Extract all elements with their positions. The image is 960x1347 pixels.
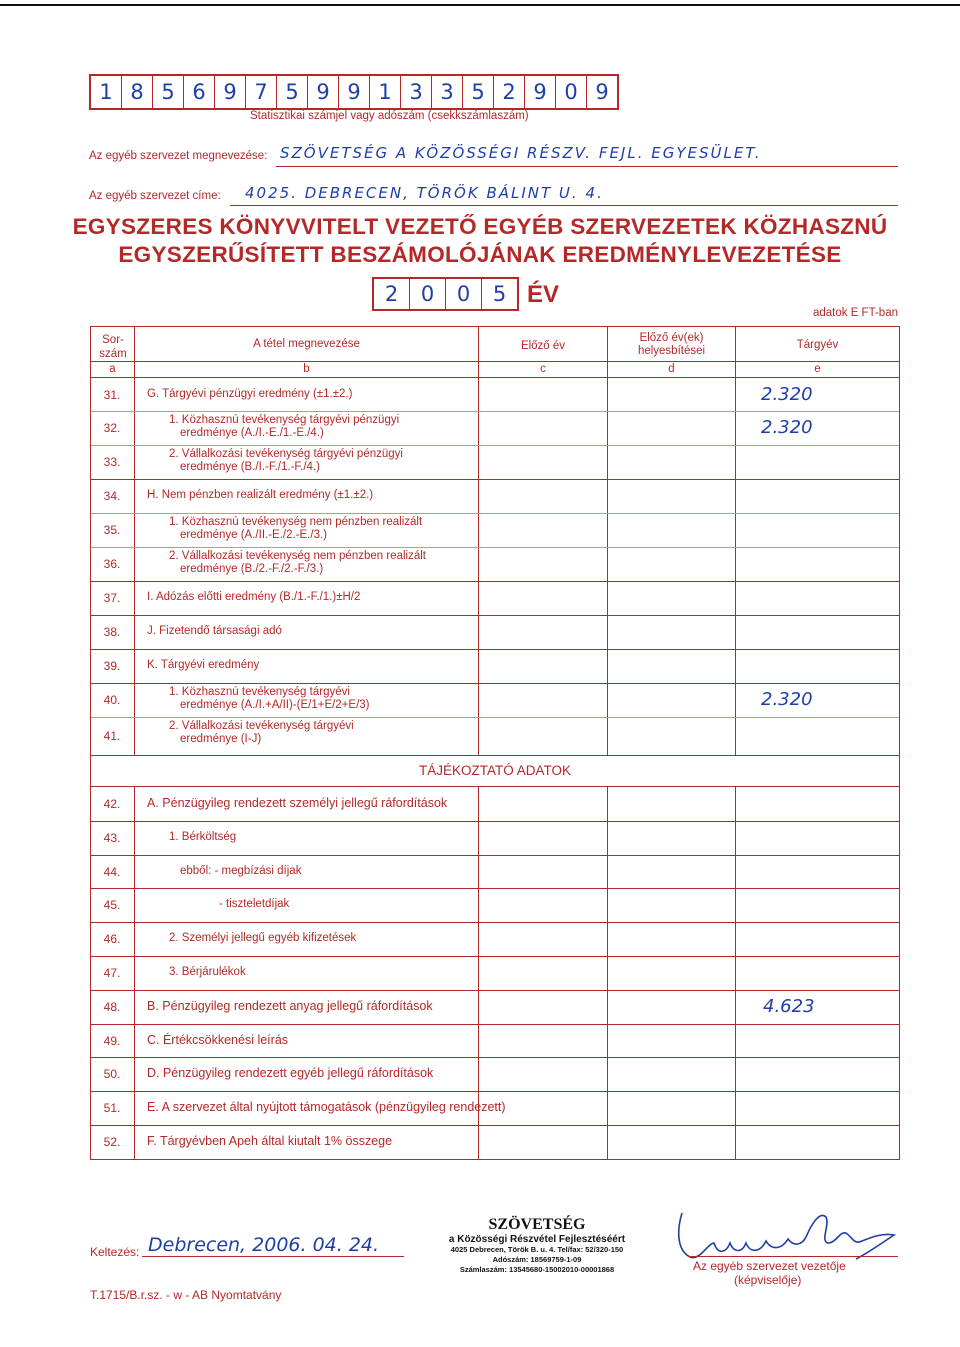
row-label: K. Tárgyévi eredmény bbox=[147, 659, 260, 671]
tax-id-digit: 0 bbox=[556, 76, 587, 108]
org-name-underline bbox=[276, 166, 898, 167]
row-number: 39. bbox=[103, 659, 121, 673]
row-number: 34. bbox=[103, 489, 121, 503]
tax-id-boxes bbox=[89, 74, 619, 110]
year-suffix: ÉV bbox=[527, 281, 560, 308]
stamp-line4: Számlaszám: 13545680-15002010-00001868 bbox=[459, 1265, 615, 1274]
form-code: T.1715/B.r.sz. - w - AB Nyomtatvány bbox=[90, 1288, 282, 1302]
current-year-value: 2.320 bbox=[761, 417, 813, 438]
header-item-name: A tétel megnevezése bbox=[253, 338, 360, 350]
col-letter-b: b bbox=[303, 363, 310, 375]
info-row-number: 49. bbox=[103, 1033, 121, 1048]
header-corrections-1: Előző év(ek) bbox=[639, 332, 704, 344]
col-divider bbox=[134, 327, 135, 755]
form-title-line1: EGYSZERES KÖNYVVITELT VEZETŐ EGYÉB SZERVEZETEK KÖZHASZNÚ bbox=[72, 214, 888, 239]
row-number: 38. bbox=[103, 625, 121, 639]
year-digit: 2 bbox=[374, 279, 410, 309]
tax-id-digit: 1 bbox=[370, 76, 401, 108]
col-divider bbox=[607, 786, 608, 1159]
row-label-line2: eredménye (A./II.-E./2.-E./3.) bbox=[180, 529, 327, 541]
unit-note: adatok E FT-ban bbox=[812, 307, 898, 319]
col-divider bbox=[607, 327, 608, 755]
tax-id-label: Statisztikai számjel vagy adószám (csekkszámlaszám) bbox=[250, 110, 529, 122]
info-row-label: 3. Bérjárulékok bbox=[169, 965, 246, 978]
tax-id-digit: 2 bbox=[494, 76, 525, 108]
header-row-number: Sor-szám bbox=[99, 334, 127, 360]
info-row-number: 51. bbox=[103, 1101, 121, 1116]
row-number: 32. bbox=[103, 421, 121, 435]
info-header: TÁJÉKOZTATÓ ADATOK bbox=[418, 763, 572, 778]
info-row-divider bbox=[91, 990, 899, 991]
col-divider bbox=[478, 327, 479, 755]
info-row-label: B. Pénzügyileg rendezett anyag jellegű ráfordítások bbox=[147, 998, 433, 1013]
row-number: 33. bbox=[103, 455, 121, 469]
letter-row-divider bbox=[91, 377, 899, 378]
org-name-field bbox=[89, 150, 267, 162]
row-label-line2: eredménye (I-J) bbox=[180, 733, 262, 745]
date-underline bbox=[142, 1256, 404, 1257]
info-row-divider bbox=[91, 821, 899, 822]
tax-id-digit: 5 bbox=[153, 76, 184, 108]
org-address-underline bbox=[230, 205, 898, 206]
org-address-value: 4025. DEBRECEN, TÖRÖK BÁLINT U. 4. bbox=[245, 184, 604, 202]
info-row-label: C. Értékcsökkenési leírás bbox=[147, 1032, 289, 1047]
stamp-line1: a Közösségi Részvétel Fejlesztéséért bbox=[448, 1234, 626, 1245]
tax-id-digit: 3 bbox=[401, 76, 432, 108]
row-label: I. Adózás előtti eredmény (B./1.-F./1.)±H/2 bbox=[147, 591, 361, 603]
row-divider bbox=[91, 683, 899, 684]
tax-id-digit: 9 bbox=[308, 76, 339, 108]
tax-id-digit: 7 bbox=[246, 76, 277, 108]
info-row-divider bbox=[91, 1091, 899, 1092]
info-row-number: 45. bbox=[103, 898, 121, 913]
row-number: 31. bbox=[103, 387, 121, 402]
row-label-line2: eredménye (B./2.-F./2.-F./3.) bbox=[180, 563, 324, 575]
row-number: 41. bbox=[103, 729, 121, 743]
info-row-divider bbox=[91, 922, 899, 923]
tax-id-digit: 8 bbox=[122, 76, 153, 108]
info-row-number: 48. bbox=[103, 999, 121, 1014]
col-divider bbox=[735, 327, 736, 755]
row-label-line2: eredménye (A./I.-E./1.-E./4.) bbox=[180, 427, 324, 439]
row-label-line2: eredménye (B./I.-F./1.-F./4.) bbox=[180, 461, 320, 473]
row-divider bbox=[91, 717, 899, 718]
info-row-label: 1. Bérköltség bbox=[169, 830, 237, 843]
col-letter-c: c bbox=[540, 363, 546, 375]
row-label-line1: 2. Vállalkozási tevékenység tárgyévi bbox=[169, 720, 354, 732]
form-title-line2: EGYSZERŰSÍTETT BESZÁMOLÓJÁNAK EREDMÉNYLEVEZETÉSE bbox=[118, 242, 842, 267]
signature-underline bbox=[688, 1256, 898, 1257]
date-label: Keltezés: bbox=[90, 1245, 140, 1259]
row-number: 36. bbox=[103, 557, 121, 571]
tax-id-digit: 3 bbox=[432, 76, 463, 108]
row-label-line1: 2. Vállalkozási tevékenység tárgyévi pénzügyi bbox=[169, 448, 403, 460]
row-divider bbox=[91, 581, 899, 582]
col-letter-e: e bbox=[814, 363, 821, 375]
header-current-year: Tárgyév bbox=[796, 339, 839, 351]
row-label-line1: 1. Közhasznú tevékenység tárgyévi bbox=[169, 686, 350, 698]
row-label-line1: 1. Közhasznú tevékenység tárgyévi pénzügyi bbox=[169, 414, 400, 426]
info-row-divider bbox=[91, 956, 899, 957]
organization-stamp bbox=[432, 1216, 642, 1275]
header-corrections-2: helyesbítései bbox=[637, 345, 706, 357]
tax-id-digit: 5 bbox=[277, 76, 308, 108]
info-row-number: 52. bbox=[103, 1134, 121, 1149]
signer-label-1: Az egyéb szervezet vezetője bbox=[693, 1259, 846, 1273]
org-name-value: SZÖVETSÉG A KÖZÖSSÉGI RÉSZV. FEJL. EGYESÜLET. bbox=[280, 144, 762, 162]
tax-id-digit: 9 bbox=[525, 76, 556, 108]
year-digit: 0 bbox=[410, 279, 446, 309]
info-row-divider bbox=[91, 1125, 899, 1126]
row-number: 35. bbox=[103, 523, 121, 537]
top-edge-line bbox=[0, 4, 960, 6]
tax-id-digit: 1 bbox=[91, 76, 122, 108]
org-address-field bbox=[89, 190, 221, 202]
row-label: G. Tárgyévi pénzügyi eredmény (±1.±2.) bbox=[147, 387, 353, 400]
date-value: Debrecen, 2006. 04. 24. bbox=[148, 1234, 380, 1256]
row-divider bbox=[91, 615, 899, 616]
info-row-label: A. Pénzügyileg rendezett személyi jellegű ráfordítások bbox=[147, 795, 448, 810]
row-divider bbox=[91, 411, 899, 412]
info-row-label: ebből: - megbízási díjak bbox=[180, 864, 302, 877]
info-row-label: - tiszteletdíjak bbox=[219, 898, 290, 911]
current-year-value: 4.623 bbox=[763, 995, 815, 1017]
info-row-divider bbox=[91, 1057, 899, 1058]
row-label-line1: 2. Vállalkozási tevékenység nem pénzben realizált bbox=[169, 550, 426, 562]
header-divider bbox=[91, 361, 899, 362]
stamp-line3: Adószám: 18569759-1-09 bbox=[492, 1255, 582, 1264]
row-divider bbox=[91, 445, 899, 446]
info-row-number: 44. bbox=[103, 864, 121, 879]
info-row-label: E. A szervezet által nyújtott támogatások (pénzügyileg rendezett) bbox=[147, 1100, 506, 1115]
row-divider bbox=[91, 547, 899, 548]
info-row-number: 46. bbox=[103, 932, 121, 947]
info-row-divider bbox=[91, 888, 899, 889]
col-letter-a: a bbox=[109, 363, 116, 375]
tax-id-digit: 9 bbox=[215, 76, 246, 108]
tax-id-digit: 9 bbox=[339, 76, 370, 108]
tax-id-digit: 5 bbox=[463, 76, 494, 108]
year-digit: 5 bbox=[492, 282, 507, 306]
org-address-label: Az egyéb szervezet címe: bbox=[89, 190, 221, 202]
current-year-value: 2.320 bbox=[761, 689, 813, 710]
signer-label-2: (képviselője) bbox=[734, 1273, 802, 1287]
info-row-divider bbox=[91, 1024, 899, 1025]
year-boxes bbox=[372, 277, 519, 311]
row-label: J. Fizetendő társasági adó bbox=[147, 625, 282, 637]
stamp-line2: 4025 Debrecen, Török B. u. 4. Tel/fax: 52/320-150 bbox=[450, 1245, 624, 1254]
row-divider bbox=[91, 649, 899, 650]
info-row-label: F. Tárgyévben Apeh által kiutalt 1% összege bbox=[147, 1133, 393, 1148]
col-divider bbox=[134, 786, 135, 1159]
tax-id-digit: 9 bbox=[595, 80, 609, 104]
current-year-value: 2.320 bbox=[761, 383, 813, 405]
col-letter-d: d bbox=[668, 363, 675, 375]
year-digit: 0 bbox=[446, 279, 482, 309]
col-divider bbox=[735, 786, 736, 1159]
info-row-number: 50. bbox=[103, 1067, 121, 1082]
header-prev-year: Előző év bbox=[520, 340, 566, 352]
tax-id-digit: 6 bbox=[184, 76, 215, 108]
info-band-bottom bbox=[91, 786, 899, 787]
row-divider bbox=[91, 513, 899, 514]
stamp-name: SZÖVETSÉG bbox=[488, 1216, 586, 1233]
row-label-line1: 1. Közhasznú tevékenység nem pénzben realizált bbox=[169, 516, 423, 528]
info-row-label: 2. Személyi jellegű egyéb kifizetések bbox=[169, 932, 357, 945]
info-row-label: D. Pénzügyileg rendezett egyéb jellegű ráfordítások bbox=[147, 1066, 434, 1081]
info-row-number: 43. bbox=[103, 830, 121, 845]
result-table bbox=[90, 326, 900, 1160]
info-row-divider bbox=[91, 855, 899, 856]
info-row-number: 42. bbox=[103, 796, 121, 811]
row-number: 37. bbox=[103, 591, 121, 605]
row-divider bbox=[91, 479, 899, 480]
info-row-number: 47. bbox=[103, 965, 121, 980]
org-name-label: Az egyéb szervezet megnevezése: bbox=[89, 150, 268, 162]
row-number: 40. bbox=[103, 693, 121, 707]
info-band-top bbox=[91, 755, 899, 756]
row-label: H. Nem pénzben realizált eredmény (±1.±2.) bbox=[147, 489, 374, 501]
row-label-line2: eredménye (A./I.+A/II)-(E/1+E/2+E/3) bbox=[180, 699, 370, 711]
